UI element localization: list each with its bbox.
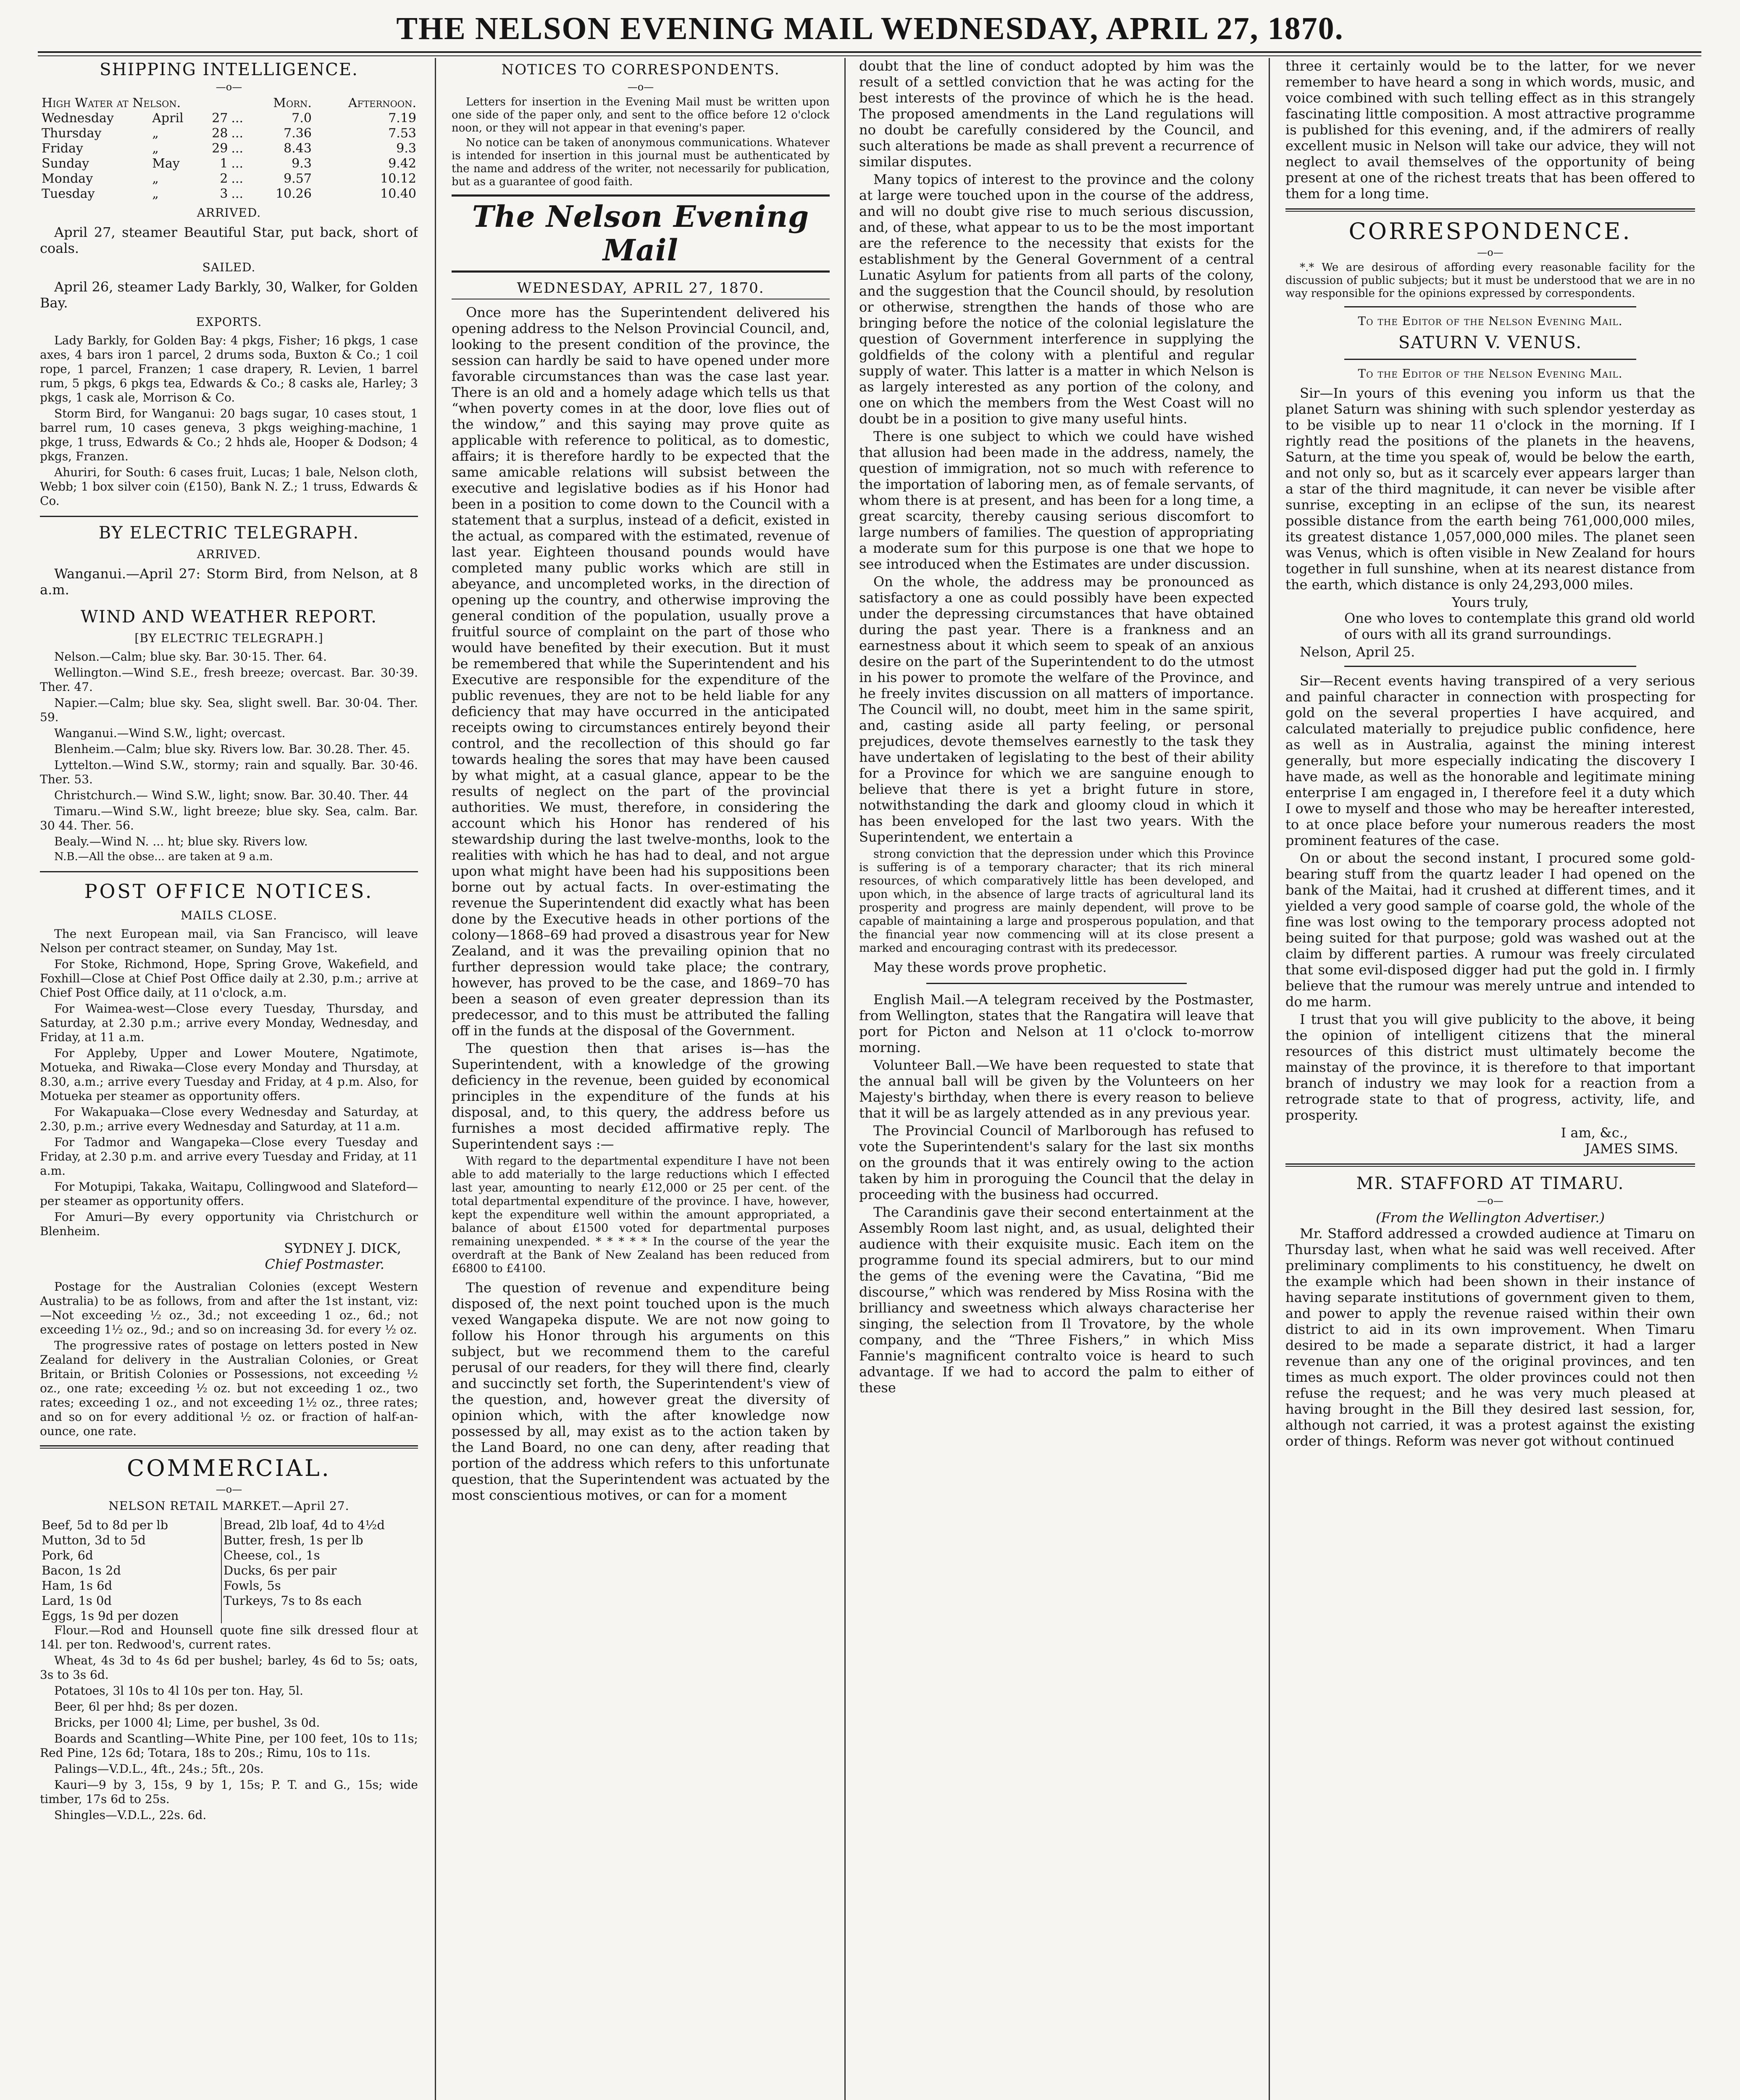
news-item: The Provincial Council of Marlborough has refused to vote the Superintendent's salary for the last six months on the grounds that it was entirely owing to the action taken by him in proroguing the Council that the delay in proceeding with the business had occurred.	[859, 1123, 1254, 1202]
tide-month: „	[152, 126, 159, 141]
postage-text: Postage for the Australian Colonies (except Western Australia) to be as follows, from and after the 1st instant, viz:—Not exceeding ½ oz., 3d.; not exceeding 1 oz., 6d.; not exceeding 1½ oz., 9d.; and so on increasing 3d. for every ½ oz.	[40, 1280, 418, 1336]
post-item: For Waimea-west—Close every Tuesday, Thursday, and Saturday, at 2.30 p.m.; arrive every Monday, Wednesday, and Friday, at 11 a.m.	[40, 1002, 418, 1044]
section-rule	[40, 516, 418, 517]
news-item: Volunteer Ball.—We have been requested to state that the annual ball will be given by the Volunteers on her Majesty's birthday, when there is every reason to believe that it will be as largely attended as in any previous year.	[859, 1057, 1254, 1121]
tide-day: Monday	[42, 171, 93, 186]
saturn-heading: SATURN V. VENUS.	[1398, 333, 1582, 352]
notice-text: Letters for insertion in the Evening Mail must be written upon one side of the paper only, and sent to the office before 12 o'clock noon, or they will not appear in that evening's paper.	[452, 96, 830, 134]
to-editor: To the Editor of the Nelson Evening Mail.	[1358, 314, 1623, 328]
tide-row	[40, 141, 418, 156]
weather-item: Christchurch.— Wind S.W., light; snow. Bar. 30.40. Ther. 44	[54, 788, 409, 802]
weather-item: Timaru.—Wind S.W., light breeze; blue sky. Sea, calm. Bar. 30 44. Ther. 56.	[40, 804, 418, 832]
export-item: Storm Bird, for Wanganui: 20 bags sugar, 10 cases stout, 1 barrel rum, 10 cases geneva, 3 pkgs weighing-machine, 1 pkge, 1 truss, Edwards & Co.; 2 hhds ale, Hooper & Dodson; 4 pkgs, Franzen.	[40, 407, 418, 463]
tide-day: Friday	[42, 141, 83, 156]
tide-day: Sunday	[42, 156, 89, 171]
tide-morn: 7.36	[284, 126, 312, 141]
ornament: —o—	[1477, 247, 1503, 258]
tide-afternoon: 10.12	[380, 171, 416, 186]
section-rule	[1285, 208, 1695, 212]
tide-morn: 7.0	[292, 111, 312, 126]
tide-month: May	[152, 156, 180, 171]
tide-afternoon: 10.40	[380, 186, 416, 201]
tide-header: Afternoon.	[348, 96, 416, 110]
telegraph-heading: BY ELECTRIC TELEGRAPH.	[98, 523, 360, 543]
post-item: For Motupipi, Takaka, Waitapu, Collingwood and Slateford—per steamer as opportunity offers.	[40, 1180, 418, 1208]
editorial-paragraph: On the whole, the address may be pronounced as satisfactory a one as could possibly have been expected under the depressing circumstances that have obtained during the past year. There is a frankness and an earnestness about it which seem to speak of an anxious desire on the part of the Superintendent to do the utmost in his power to promote the welfare of the Province, and he freely invites discussion on all matters of importance. The Council will, no doubt, meet him in the same spirit, and, casting aside all party feeling, or personal prejudices, devote themselves earnestly to the task they have undertaken of legislating to the best of their ability for a Province for which we are sanguine enough to believe that there is yet a bright future in store, notwithstanding the dark and gloomy cloud in which it has been enveloped for the last two years. With the Superintendent, we entertain a	[859, 574, 1254, 845]
postage-text: The progressive rates of postage on letters posted in New Zealand for delivery in the Australian Colonies, or Great Britain, or British Colonies or Possessions, not exceeding ½ oz., one rate; exceeding ½ oz. but not exceeding 1 oz., two rates; exceeding 1 oz., and not exceeding 1½ oz., three rates; and so on for every additional ½ oz. or fraction of half-an-ounce, one rate.	[40, 1339, 418, 1438]
market-cell: Bacon, 1s 2d	[40, 1563, 221, 1578]
tide-morn: 9.57	[284, 171, 312, 186]
weather-item: Nelson.—Calm; blue sky. Bar. 30·15. Ther. 64.	[54, 650, 327, 664]
weather-item: Wellington.—Wind S.E., fresh breeze; overcast. Bar. 30·39. Ther. 47.	[40, 666, 418, 694]
letter-signature: One who loves to contemplate this grand old world of ours with all its grand surroundings.	[1344, 610, 1695, 642]
editorial-paragraph: The question of revenue and expenditure being disposed of, the next point touched upon is the much vexed Wangapeka dispute. We are not now going to follow his Honor through his arguments on this subject, but we recommend them to the careful perusal of our readers, for they will there find, clearly and succinctly set forth, the Superintendent's view of the question, and, however great the diversity of opinion which, with the after knowledge now possessed by all, may exist as to the action taken by the Land Board, no one can deny, after reading that portion of the address which refers to this unfortunate question, that the Superintendent was actuated by the most conscientious motives, or can for a moment	[452, 1280, 830, 1503]
column-3	[859, 58, 1254, 2100]
weather-item: Bealy.—Wind N. ... ht; blue sky. Rivers low.	[54, 835, 308, 848]
column-rule	[844, 58, 846, 2100]
tide-afternoon: 9.3	[396, 141, 416, 156]
weather-item: Napier.—Calm; blue sky. Sea, slight swell. Bar. 30·04. Ther. 59.	[40, 696, 418, 724]
address-quote: strong conviction that the depression under which this Province is suffering is of a temporary character; that its rich mineral resources, of which comparatively little has been developed, and upon which, in the absence of large tracts of agricultural land its prosperity and progress are mainly dependent, will prove to be capable of maintaining a large and prosperous population, and that the financial year now commencing will at its close present a marked and encouraging contrast with its predecessor.	[859, 848, 1254, 955]
section-rule	[40, 1445, 418, 1449]
market-cell: Lard, 1s 0d	[40, 1593, 221, 1608]
tide-morn: 9.3	[292, 156, 312, 171]
editorial-paragraph: Many topics of interest to the province and the colony at large were touched upon in the course of the address, and will no doubt give rise to much serious discussion, and, of these, what appear to us to be the most important are the reference to the necessity that exists for the establishment by the General Government of a central Lunatic Asylum for patients from all parts of the colony, and the suggestion that the Council should, by resolution or otherwise, strengthen the hands of those who are bringing before the notice of the colonial legislature the question of Government interference in supplying the goldfields of the colony with a plentiful and regular supply of water. This latter is a matter in which Nelson is as largely interested as any portion of the colony, and one on which the members from the West Coast will no doubt be in a position to give many useful hints.	[859, 171, 1254, 427]
editorial-paragraph: The question then that arises is—has the Superintendent, with a knowledge of the growing deficiency in the revenue, been guided by economical principles in the expenditure of the funds at his disposal, and, to this query, the address before us furnishes a most decided affirmative reply. The Superintendent says :—	[452, 1040, 830, 1152]
market-cell: Butter, fresh, 1s per lb	[223, 1533, 363, 1547]
market-cell: Pork, 6d	[40, 1548, 221, 1563]
tide-row	[40, 186, 418, 202]
editorial-date: WEDNESDAY, APRIL 27, 1870.	[517, 280, 765, 297]
section-rule	[1344, 666, 1636, 667]
tide-date: 27	[212, 111, 228, 126]
section-rule	[1344, 306, 1636, 307]
postmaster-title: Chief Postmaster.	[265, 1256, 384, 1272]
market-cell: Mutton, 3d to 5d	[40, 1533, 221, 1548]
tide-date: 2	[220, 171, 228, 186]
letter-paragraph: I trust that you will give publicity to the above, it being the opinion of intelligent citizens that the mineral resources of this district must ultimately become the mainstay of the province, it is therefore to that important branch of industry we may look for a reaction from a retrograde state to that of progress, activity, life, and prosperity.	[1285, 1011, 1695, 1123]
letter-closing: Yours truly,	[1451, 594, 1529, 610]
tide-afternoon: 9.42	[388, 156, 416, 171]
weather-item: Blenheim.—Calm; blue sky. Rivers low. Bar. 30.28. Ther. 45.	[54, 742, 410, 756]
tide-afternoon: 7.19	[388, 111, 416, 126]
letter-place: Nelson, April 25.	[1300, 644, 1415, 660]
market-cell: Ham, 1s 6d	[40, 1578, 221, 1593]
market-cell	[221, 1608, 418, 1623]
tide-day: Thursday	[42, 126, 102, 141]
post-item: For Appleby, Upper and Lower Moutere, Ngatimote, Motueka, and Riwaka—Close every Monday and Thursday, at 8.30, a.m.; arrive every Tuesday and Friday, at 4 p.m. Also, for Motueka per steamer as opportunity offers.	[40, 1046, 418, 1103]
correspondence-heading: CORRESPONDENCE.	[1348, 218, 1632, 244]
market-cell: Cheese, col., 1s	[223, 1548, 320, 1562]
market-row	[40, 1608, 418, 1623]
post-item: For Amuri—By every opportunity via Christchurch or Blenheim.	[40, 1210, 418, 1238]
arrived-heading: ARRIVED.	[197, 206, 261, 220]
tide-month: „	[152, 171, 159, 186]
market-cell: Eggs, 1s 9d per dozen	[40, 1608, 221, 1623]
tide-date: 3	[220, 186, 228, 201]
tide-date: 29	[212, 141, 228, 156]
market-cell: Ducks, 6s per pair	[223, 1563, 337, 1578]
telegraph-text: Wanganui.—April 27: Storm Bird, from Nelson, at 8 a.m.	[40, 566, 418, 598]
stafford-source: (From the Wellington Advertiser.)	[1375, 1210, 1605, 1226]
market-heading: NELSON RETAIL MARKET.—April 27.	[108, 1499, 350, 1513]
news-item: The Carandinis gave their second entertainment at the Assembly Room last night, and, as usual, delighted their audience with their exquisite music. Each item on the programme found its special admirers, but to our mind the gems of the evening were the Cavatina, “Bid me discourse,” which was rendered by Miss Rosina with the brilliancy and sweetness which always characterise her singing, the selection from Il Trovatore, by the whole company, and the “Three Fishers,” in which Miss Fannie's magnificent contralto voice is heard to such advantage. If we had to accord the palm to either of these	[859, 1204, 1254, 1396]
sailed-text: April 26, steamer Lady Barkly, 30, Walker, for Golden Bay.	[40, 279, 418, 311]
tide-day: Wednesday	[42, 111, 114, 126]
tide-month: „	[152, 186, 159, 201]
commercial-item: Kauri—9 by 3, 15s, 9 by 1, 15s; P. T. and G., 15s; wide timber, 17s 6d to 25s.	[40, 1778, 418, 1806]
to-editor: To the Editor of the Nelson Evening Mail.	[1358, 367, 1623, 381]
commercial-item: Boards and Scantling—White Pine, per 100 feet, 10s to 11s; Red Pine, 12s 6d; Totara, 18s to 20s.; Rimu, 10s to 11s.	[40, 1732, 418, 1760]
tide-month: April	[152, 111, 184, 126]
editorial-paragraph: doubt that the line of conduct adopted by him was the result of a settled conviction that he was acting for the best interests of the province of which he is the head. The proposed amendments in the Land regulations will no doubt be carefully considered by the Council, and such alterations be made as shall prevent a recurrence of similar disputes.	[859, 58, 1254, 170]
commercial-item: Palings—V.D.L., 4ft., 24s.; 5ft., 20s.	[54, 1762, 264, 1776]
ornament: —o—	[216, 1483, 242, 1495]
sailed-heading: SAILED.	[202, 260, 256, 274]
weather-footnote: N.B.—All the obse... are taken at 9 a.m.	[54, 850, 273, 863]
post-item: For Wakapuaka—Close every Wednesday and Saturday, at 2.30, p.m.; arrive every Wednesday and Saturday, at 11 a.m.	[40, 1105, 418, 1133]
weather-sub: [BY ELECTRIC TELEGRAPH.]	[134, 631, 323, 645]
post-item: For Tadmor and Wangapeka—Close every Tuesday and Friday, at 2.30 p.m. and arrive every Tuesday and Friday, at 11 a.m.	[40, 1135, 418, 1178]
commercial-item: Wheat, 4s 3d to 4s 6d per bushel; barley, 4s 6d to 5s; oats, 3s to 3s 6d.	[40, 1654, 418, 1682]
tide-dots: ...	[231, 171, 244, 186]
paper-title: The Nelson Evening Mail	[452, 194, 830, 273]
tide-morn: 8.43	[284, 141, 312, 156]
tide-table	[40, 96, 418, 202]
arrived-text: April 27, steamer Beautiful Star, put back, short of coals.	[40, 224, 418, 256]
address-quote: With regard to the departmental expenditure I have not been able to add materially to the large reductions which I effected last year, amounting to nearly £12,000 or 25 per cent. of the total departmental expenditure of the province. I have, however, kept the expenditure well within the amount appropriated, a balance of about £1500 voted for departmental purposes remaining unexpended. * * * * * In the course of the year the overdraft at the Bank of New Zealand has been reduced from £6800 to £4100.	[452, 1155, 830, 1275]
market-row	[40, 1517, 418, 1533]
market-row	[40, 1578, 418, 1593]
section-rule	[926, 983, 1187, 984]
news-item: English Mail.—A telegram received by the Postmaster, from Wellington, states that the Rangatira will leave that port for Picton and Nelson at 11 o'clock to-morrow morning.	[859, 992, 1254, 1055]
market-row	[40, 1533, 418, 1548]
section-rule	[1285, 1163, 1695, 1167]
letter-closing: I am, &c.,	[1561, 1125, 1628, 1141]
notice-text: No notice can be taken of anonymous communications. Whatever is intended for insertion in this journal must be authenticated by the name and address of the writer, not necessarily for publication, but as a guarantee of good faith.	[452, 136, 830, 188]
commercial-item: Shingles—V.D.L., 22s. 6d.	[54, 1808, 207, 1822]
commercial-item: Bricks, per 1000 4l; Lime, per bushel, 3s 0d.	[54, 1716, 320, 1730]
weather-item: Wanganui.—Wind S.W., light; overcast.	[54, 726, 286, 740]
postmaster-signature: SYDNEY J. DICK,	[284, 1240, 401, 1256]
column-rule	[1269, 58, 1270, 2100]
post-heading: POST OFFICE NOTICES.	[84, 880, 374, 903]
weather-item: Lyttelton.—Wind S.W., stormy; rain and squally. Bar. 30·46. Ther. 53.	[40, 758, 418, 786]
notices-heading: NOTICES TO CORRESPONDENTS.	[501, 61, 780, 78]
market-cell: Turkeys, 7s to 8s each	[223, 1593, 362, 1608]
market-cell: Bread, 2lb loaf, 4d to 4½d	[223, 1518, 385, 1532]
column-1	[40, 58, 418, 2100]
shipping-heading: SHIPPING INTELLIGENCE.	[100, 60, 358, 79]
market-cell: Beef, 5d to 8d per lb	[40, 1517, 221, 1533]
column-rule	[435, 58, 436, 2100]
editorial-closing: May these words prove prophetic.	[873, 959, 1107, 975]
letter-paragraph: On or about the second instant, I procured some gold-bearing stuff from the quartz leader I had opened on the bank of the Maitai, had it crushed at different times, and it yielded a very good sample of coarse gold, the whole of the fine was lost owing to the temporary process adopted not being suited for that purpose; gold was washed out at the claim by different parties. A rumour was freely circulated that some evil-disposed digger had put the gold in. I firmly believe that the rumour was merely untrue and intended to do me harm.	[1285, 850, 1695, 1010]
letter-paragraph: Sir—In yours of this evening you inform us that the planet Saturn was shining with such splendor yesterday as to be visible up to near 11 o'clock in the morning. If I rightly read the positions of the planets in the heavens, Saturn, at the time you speak of, would be below the earth, and not only so, but as it scarcely ever appears larger than a star of the third magnitude, it can never be visible after sunrise, excepting in an eclipse of the sun, its nearest possible distance from the earth being 761,000,000 miles, its greatest distance 1,057,000,000 miles. The planet seen was Venus, which is often visible in New Zealand for hours together in full sunshine, when at its nearest distance from the earth, which distance is only 24,293,000 miles.	[1285, 385, 1695, 593]
commercial-item: Beer, 6l per hhd; 8s per dozen.	[54, 1700, 238, 1714]
weather-heading: WIND AND WEATHER REPORT.	[81, 607, 377, 627]
commercial-item: Flour.—Rod and Hounsell quote fine silk dressed flour at 14l. per ton. Redwood's, current rates.	[40, 1623, 418, 1651]
news-continuation: three it certainly would be to the latter, for we never remember to have heard a song in which words, music, and voice combined with such telling effect as in this strangely fascinating little composition. A most attractive programme is published for this evening, and, if the admirers of really excellent music in Nelson will take our advice, they will not neglect to avail themselves of the opportunity of being present at one of the richest treats that has been offered to them for a long time.	[1285, 58, 1695, 202]
stafford-paragraph: Mr. Stafford addressed a crowded audience at Timaru on Thursday last, when what he said was well received. After preliminary compliments to his constituency, he dwelt on the example which had been shown in their instance of having separate institutions of government given to them, and power to apply the revenue raised within their own district to aid in its own improvement. When Timaru desired to be made a separate district, it had a larger revenue than any one of the original provinces, and ten times as much export. The older provinces could not then refuse the request; and he was very much pleased at having brought in the Bill they desired last session, for, although not carried, it was a protest against the existing order of things. Reform was never got without continued	[1285, 1226, 1695, 1449]
editorial-paragraph: There is one subject to which we could have wished that allusion had been made in the address, namely, the question of immigration, not so much with reference to the importation of laboring men, as of female servants, of whom there is at present, and has been for a long time, a great scarcity, thereby causing serious discomfort to large numbers of families. The question of appropriating a moderate sum for this purpose is one that we hope to see introduced when the Estimates are under discussion.	[859, 428, 1254, 572]
export-item: Ahuriri, for South: 6 cases fruit, Lucas; 1 bale, Nelson cloth, Webb; 1 box silver coin (£150), Bank N. Z.; 1 truss, Edwards & Co.	[40, 465, 418, 508]
tide-dots: ...	[231, 141, 244, 156]
correspondence-note: *.* We are desirous of affording every reasonable facility for the discussion of public subjects; but it must be understood that we are in no way responsible for the opinions expressed by correspondents.	[1285, 261, 1695, 300]
stafford-heading: MR. STAFFORD AT TIMARU.	[1356, 1174, 1624, 1193]
ornament: —o—	[627, 81, 654, 93]
market-cell: Fowls, 5s	[223, 1578, 281, 1593]
tide-day: Tuesday	[42, 186, 95, 201]
post-item: For Stoke, Richmond, Hope, Spring Grove, Wakefield, and Foxhill—Close at Chief Post Office daily at 2.30, p.m.; arrive at Chief Post Office daily, at 11 o'clock, a.m.	[40, 957, 418, 1000]
ornament: —o—	[216, 81, 242, 93]
tide-row	[40, 126, 418, 141]
tide-header: High Water at Nelson.	[42, 96, 181, 110]
commercial-heading: COMMERCIAL.	[127, 1455, 331, 1481]
masthead-rule	[38, 51, 1701, 56]
masthead: THE NELSON EVENING MAIL WEDNESDAY, APRIL 27, 1870.	[396, 10, 1344, 46]
column-4	[1285, 58, 1695, 2100]
section-rule	[1344, 359, 1636, 360]
market-row	[40, 1548, 418, 1563]
tide-row	[40, 111, 418, 126]
tide-afternoon: 7.53	[388, 126, 416, 141]
commercial-item: Potatoes, 3l 10s to 4l 10s per ton. Hay, 5l.	[54, 1684, 303, 1698]
tide-dots: ...	[231, 156, 244, 171]
tide-dots: ...	[231, 186, 244, 201]
post-sub: MAILS CLOSE.	[180, 908, 278, 922]
market-table	[40, 1517, 418, 1623]
telegraph-arrived-heading: ARRIVED.	[197, 547, 261, 561]
export-item: Lady Barkly, for Golden Bay: 4 pkgs, Fisher; 16 pkgs, 1 case axes, 4 bars iron 1 parcel, 2 drums soda, Buxton & Co.; 1 coil rope, 1 parcel, Franzen; 1 case drapery, R. Levien, 1 barrel rum, 5 pkgs, 6 pkgs tea, Edwards & Co.; 8 casks ale, Harley; 3 pkgs, 1 cask ale, Morrison & Co.	[40, 333, 418, 404]
tide-date: 28	[212, 126, 228, 141]
letter-paragraph: Sir—Recent events having transpired of a very serious and painful character in connection with prospecting for gold on the several properties I have acquired, and calculated materially to prejudice public confidence, here as well as in Australia, against the mining interest generally, but more especially indicating the discovery I have made, as well as the honorable and legitimate mining enterprise I am engaged in, I therefore feel it a duty which I owe to myself and those who may be hereafter interested, to at once place before your numerous readers the most prominent features of the case.	[1285, 673, 1695, 848]
editorial-paragraph: Once more has the Superintendent delivered his opening address to the Nelson Provincial Council, and, looking to the present condition of the province, the session can hardly be said to have opened under more favorable circumstances than was the case last year. There is an old and a homely adage which tells us that “when poverty comes in at the door, love flies out of the window,” and this saying may prove quite as applicable with reference to political, as to domestic, affairs; it is therefore hardly to be expected that the same amicable relations will subsist between the executive and legislative bodies as if his Honor had been in a position to come down to the Council with a statement that a surplus, instead of a deficit, existed in the actual, as compared with the estimated, revenue of last year. Eighteen thousand pounds would have completed many public works which are still in abeyance, and uncompleted works, in the direction of opening up the country, and otherwise improving the general condition of the population, usually prove a fruitful source of complaint on the part of those who would have benefited by their execution. But it must be remembered that while the Superintendent and his Executive are responsible for the expenditure of the public revenues, they are not to be held liable for any deficiency that may have occurred in the anticipated receipts owing to circumstances entirely beyond their control, and the recollection of this should go far towards healing the sores that may have been caused by what might, at a casual glance, appear to be the results of neglect on the part of the provincial authorities. We must, therefore, in considering the account which his Honor has rendered of his stewardship during the last twelve-months, look to the realities with which he has had to deal, and not argue upon what might have been had his suppositions been borne out by actual facts. In over-estimating the revenue the Superintendent did exactly what has been done by the Executive heads in other portions of the colony—1868–69 had proved a disastrous year for New Zealand, and it was the prevailing opinion that no further depression would take place; the contrary, however, has proved to be the case, and 1869–70 has been a season of even greater depression than its predecessor, and to this must be attributed the falling off in the funds at the disposal of the Government.	[452, 304, 830, 1039]
tide-header: Morn.	[273, 96, 312, 110]
post-item: The next European mail, via San Francisco, will leave Nelson per contract steamer, on Sunday, May 1st.	[40, 927, 418, 955]
tide-morn: 10.26	[276, 186, 312, 201]
market-row	[40, 1593, 418, 1608]
tide-dots: ...	[231, 126, 244, 141]
letter-signature: JAMES SIMS.	[1585, 1141, 1678, 1157]
tide-dots: ...	[231, 111, 244, 126]
section-rule	[40, 871, 418, 872]
ornament: —o—	[1477, 1195, 1503, 1207]
tide-month: „	[152, 141, 159, 156]
tide-row	[40, 156, 418, 171]
market-row	[40, 1563, 418, 1578]
column-2	[452, 58, 830, 2100]
tide-date: 1	[220, 156, 228, 171]
tide-row	[40, 171, 418, 186]
exports-heading: EXPORTS.	[196, 315, 262, 329]
